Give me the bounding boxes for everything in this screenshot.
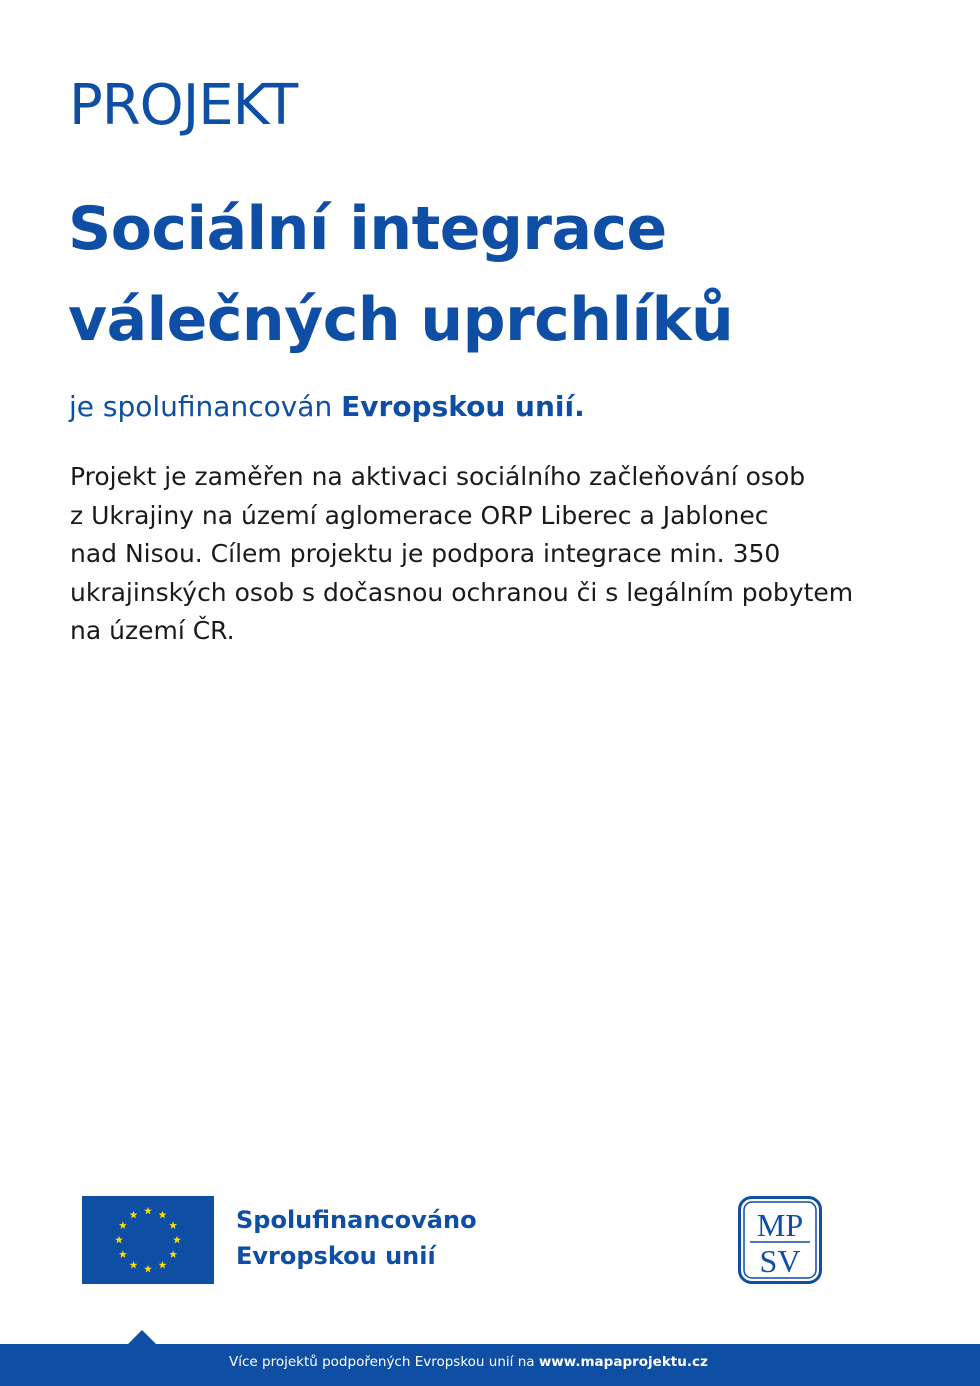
- project-label: PROJEKT: [69, 73, 298, 138]
- footer-text-prefix: Více projektů podpořených Evropskou unií na: [229, 1354, 539, 1370]
- cofinanced-prefix: je spolufinancován: [69, 390, 342, 423]
- eu-star-icon: [144, 1207, 152, 1215]
- eu-star-icon: [144, 1265, 152, 1273]
- eu-logo-line-1: Spolufinancováno: [236, 1206, 477, 1234]
- description-line: nad Nisou. Cílem projektu je podpora integrace min. 350: [70, 539, 781, 568]
- cofinanced-bold: Evropskou unií.: [341, 390, 585, 423]
- description-line: na území ČR.: [70, 616, 235, 645]
- eu-star-icon: [173, 1236, 181, 1244]
- title-line-1: Sociální integrace: [68, 194, 667, 264]
- eu-flag-icon: [82, 1196, 214, 1284]
- eu-star-icon: [119, 1250, 127, 1258]
- eu-star-icon: [169, 1221, 177, 1229]
- eu-cofinanced-logo-text: [236, 1202, 477, 1274]
- footer-text: [229, 1354, 708, 1370]
- cofinanced-statement: [69, 390, 585, 424]
- title-line-2: válečných uprchlíků: [68, 285, 734, 355]
- project-title: [68, 184, 948, 366]
- project-description: [70, 458, 950, 651]
- description-line: z Ukrajiny na území aglomerace ORP Liberec a Jablonec: [70, 500, 769, 530]
- mpsv-logo-icon: [738, 1196, 822, 1284]
- eu-star-icon: [159, 1261, 167, 1269]
- eu-star-icon: [119, 1221, 127, 1229]
- mpsv-logo-top: MP: [756, 1207, 804, 1243]
- eu-star-icon: [130, 1261, 138, 1269]
- eu-star-icon: [115, 1236, 123, 1244]
- eu-star-icon: [130, 1211, 138, 1219]
- footer-link[interactable]: www.mapaprojektu.cz: [538, 1354, 708, 1370]
- eu-star-icon: [159, 1211, 167, 1219]
- eu-star-icon: [169, 1250, 177, 1258]
- eu-logo-line-2: Evropskou unií: [236, 1242, 436, 1270]
- footer-notch: [128, 1330, 156, 1344]
- mpsv-logo-bottom: SV: [759, 1243, 801, 1279]
- description-line: ukrajinských osob s dočasnou ochranou či s legálním pobytem: [70, 577, 854, 607]
- description-line: Projekt je zaměřen na aktivaci sociálního začleňování osob: [70, 462, 806, 491]
